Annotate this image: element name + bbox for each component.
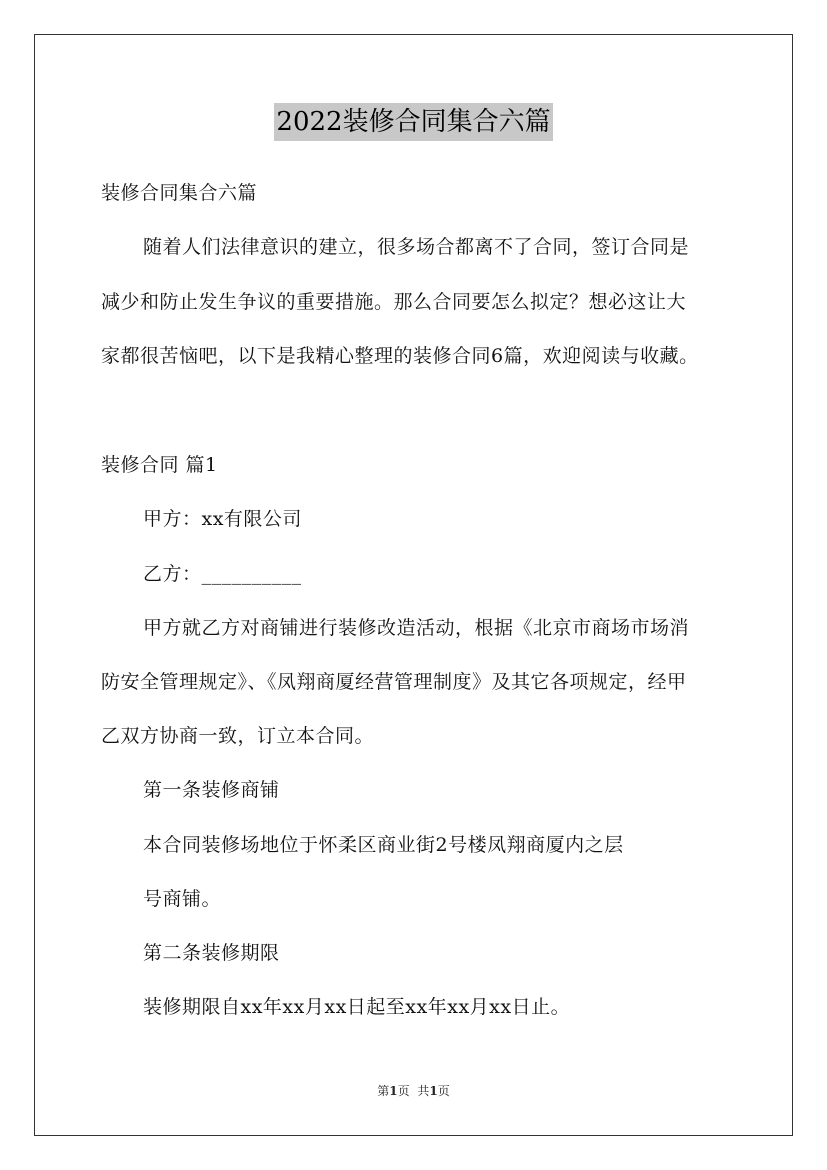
body-line-2: 防安全管理规定》、《凤翔商厦经营管理制度》及其它各项规定，经甲: [101, 671, 687, 693]
article1-line-1: 本合同装修场地位于怀柔区商业街2号楼凤翔商厦内之层: [143, 834, 624, 856]
intro-line-3: 家都很苦恼吧，以下是我精心整理的装修合同6篇，欢迎阅读与收藏。: [101, 345, 699, 367]
article1-line-2: 号商铺。: [143, 888, 222, 910]
article2-line: 装修期限自xx年xx月xx日起至xx年xx月xx日止。: [143, 996, 571, 1018]
document-title: 2022装修合同集合六篇: [274, 103, 552, 141]
article1-heading: 第一条装修商铺: [143, 779, 280, 801]
body-line-3: 乙双方协商一致，订立本合同。: [101, 725, 375, 747]
party-a: 甲方：xx有限公司: [143, 508, 302, 530]
footer-total-prefix: 共: [417, 1084, 430, 1098]
footer-total-number: 1: [429, 1084, 438, 1098]
footer-page-suffix: 页: [397, 1084, 410, 1098]
footer-total-suffix: 页: [437, 1084, 450, 1098]
footer-page-prefix: 第: [377, 1084, 390, 1098]
body-line-1: 甲方就乙方对商铺进行装修改造活动，根据《北京市商场市场消: [143, 617, 690, 639]
article2-heading: 第二条装修期限: [143, 942, 280, 964]
document-subtitle: 装修合同集合六篇: [101, 182, 258, 204]
intro-line-2: 减少和防止发生争议的重要措施。那么合同要怎么拟定？想必这让大: [101, 291, 687, 313]
footer-page-number: 1: [389, 1084, 398, 1098]
page-footer: [0, 1083, 827, 1099]
intro-line-1: 随着人们法律意识的建立，很多场合都离不了合同，签订合同是: [143, 236, 690, 258]
section-heading: 装修合同 篇1: [101, 454, 218, 476]
party-b: 乙方：__________: [143, 563, 302, 585]
title-container: [0, 103, 827, 141]
